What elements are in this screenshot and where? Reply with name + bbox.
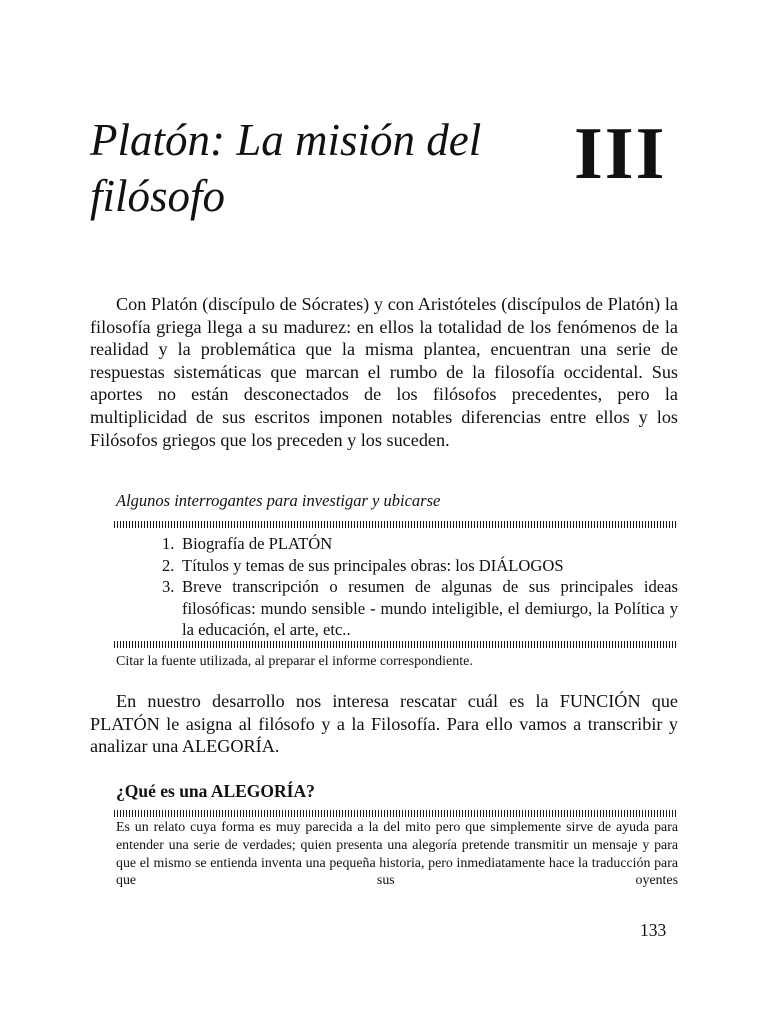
list-item: [162, 555, 678, 577]
list-item-text: Títulos y temas de sus principales obras: los DIÁLOGOS: [182, 555, 564, 575]
dotted-divider-top: [114, 521, 678, 528]
intro-paragraph: Con Platón (discípulo de Sócrates) y con Aristóteles (discípulos de Platón) la filosofía griega llega a su madurez: en ellos la totalidad de los fenómenos de la realidad y la problemática que la misma plantea, encuentran una serie de respuestas sistemáticas que marcan el rumbo de la filosofía occidental. Sus aportes no están desconectados de los filósofos precedentes, pero la multiplicidad de sus escritos imponen notables diferencias entre ellos y los Filósofos griegos que los preceden y los suceden.: [90, 294, 678, 450]
dotted-divider-allegory: [114, 810, 678, 817]
development-paragraph: En nuestro desarrollo nos interesa rescatar cuál es la FUNCIÓN que PLATÓN le asigna al filósofo y a la Filosofía. Para ello vamos a transcribir y analizar una ALEGORÍA.: [90, 691, 678, 757]
list-item-number: 1.: [162, 534, 175, 553]
allegory-definition: Es un relato cuya forma es muy parecida a la del mito pero que simplemente sirve de ayuda para entender una serie de verdades; quien presenta una alegoría pretende transmitir un mensaje y para que el mismo se entienda inventa una pequeña historia, pero inmediatamente hace la traducción para que sus oyentes: [116, 820, 678, 889]
list-item: [162, 576, 678, 641]
chapter-title: Platón: La misión del filósofo: [90, 115, 482, 221]
list-item-number: 2.: [162, 555, 175, 575]
list-item: [162, 533, 678, 555]
page-number: 133: [640, 920, 667, 940]
chapter-number: III: [574, 113, 667, 195]
citation-note: Citar la fuente utilizada, al preparar el informe correspondiente.: [116, 654, 473, 669]
dotted-divider-bottom: [114, 641, 678, 648]
allegory-heading: ¿Qué es una ALEGORÍA?: [116, 781, 315, 801]
research-list: [162, 533, 678, 641]
research-prompt: Algunos interrogantes para investigar y ubicarse: [116, 491, 441, 510]
list-item-text: Breve transcripción o resumen de algunas de sus principales ideas filosóficas: mundo sensible - mundo inteligible, el demiurgo, la Política y la educación, el arte, etc..: [182, 577, 678, 639]
list-item-number: 3.: [162, 577, 175, 596]
list-item-text: Biografía de PLATÓN: [182, 534, 333, 553]
